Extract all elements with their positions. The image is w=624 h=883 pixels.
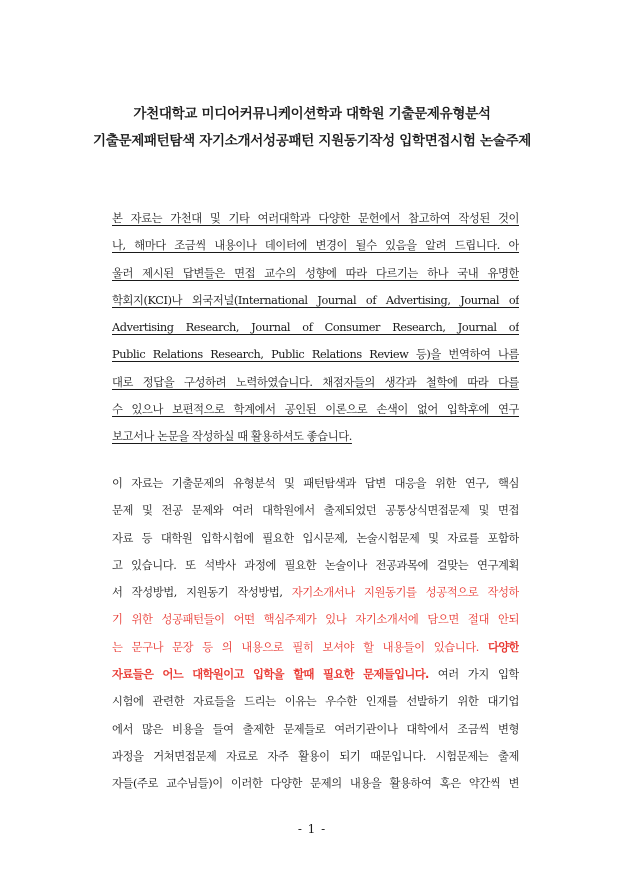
body-line: 기 위한 성공패턴들이 어떤 핵심주제가 있나 자기소개서에 담으면 절대 안되 <box>112 613 519 627</box>
body-line <box>112 661 519 688</box>
notice-paragraph <box>112 205 519 451</box>
highlight-bold-text: 다양한 <box>488 640 519 654</box>
notice-line: 울러 제시된 답변들은 면접 교수의 성향에 따라 다르기는 하나 국내 유명한 <box>112 266 519 280</box>
body-line: 과정을 거쳐면접문제 자료로 자주 활용이 되기 때문입니다. 시험문제는 출제 <box>112 749 519 763</box>
body-line: 자료 등 대학원 입학시험에 필요한 입시문제, 논술시험문제 및 자료를 포함하 <box>112 531 519 545</box>
highlight-bold-text: 자료들은 어느 대학원이고 입학을 할때 필요한 문제들입니다. <box>112 668 429 682</box>
body-paragraph <box>112 470 519 798</box>
body-line: 고 있습니다. 또 석박사 과정에 필요한 논술이나 전공과목에 걸맞는 연구계획 <box>112 558 519 572</box>
highlight-red-text: 는 문구나 문장 등 의 내용으로 필히 보셔야 할 내용들이 있습니다. <box>112 640 489 654</box>
body-line: 문제 및 전공 문제와 여러 대학원에서 출제되었던 공통상식면접문제 및 면접 <box>112 504 519 518</box>
notice-line: 수 있으나 보편적으로 학계에서 공인된 이론으로 손색이 없어 입학후에 연구 <box>112 403 519 417</box>
body-line: 자들(주로 교수님들)이 이러한 다양한 문제의 내용을 활용하여 혹은 약간씩 변 <box>112 777 519 791</box>
body-line: 시험에 관련한 자료들을 드리는 이유는 우수한 인재를 선발하기 위한 대기업 <box>112 695 519 709</box>
notice-line: 본 자료는 가천대 및 기타 여러대학과 다양한 문헌에서 참고하여 작성된 것이 <box>112 212 519 225</box>
highlight-red-text: 자기소개서나 지원동기를 성공적으로 작성하 <box>291 586 519 600</box>
body-line: 에서 많은 비용을 들여 출제한 문제들로 여러기관이나 대학에서 조금씩 변형 <box>112 722 519 736</box>
body-line <box>112 579 519 606</box>
title-line-2: 기출문제패턴탐색 자기소개서성공패턴 지원동기작성 입학면접시험 논술주제 <box>92 133 532 149</box>
body-line <box>112 634 519 661</box>
notice-line: 나, 해마다 조금씩 내용이나 데이터에 변경이 될수 있음을 알려 드립니다. 아 <box>112 239 519 253</box>
body-text: 서 작성방법, 지원동기 작성방법, <box>112 586 292 600</box>
body-line: 이 자료는 기출문제의 유형분석 및 패턴탐색과 답변 대응을 위한 연구, 핵심 <box>112 477 519 490</box>
page-number: - 1 - <box>297 822 327 836</box>
notice-line: 보고서나 논문을 작성하실 때 활용하셔도 좋습니다. <box>112 430 352 444</box>
notice-line: Advertising Research, Journal of Consumer Research, Journal of <box>112 321 519 335</box>
document-title <box>0 101 624 155</box>
title-line-1: 가천대학교 미디어커뮤니케이션학과 대학원 기출문제유형분석 <box>133 106 491 122</box>
notice-line: 학회지(KCI)나 외국저널(International Journal of Advertising, Journal of <box>112 293 519 307</box>
notice-line: 대로 정답을 구성하려 노력하였습니다. 채점자들의 생각과 철학에 따라 다를 <box>112 375 519 389</box>
body-text: 여러 가지 입학 <box>428 668 519 682</box>
notice-line: Public Relations Research, Public Relations Review 등)을 번역하여 나름 <box>112 348 519 362</box>
